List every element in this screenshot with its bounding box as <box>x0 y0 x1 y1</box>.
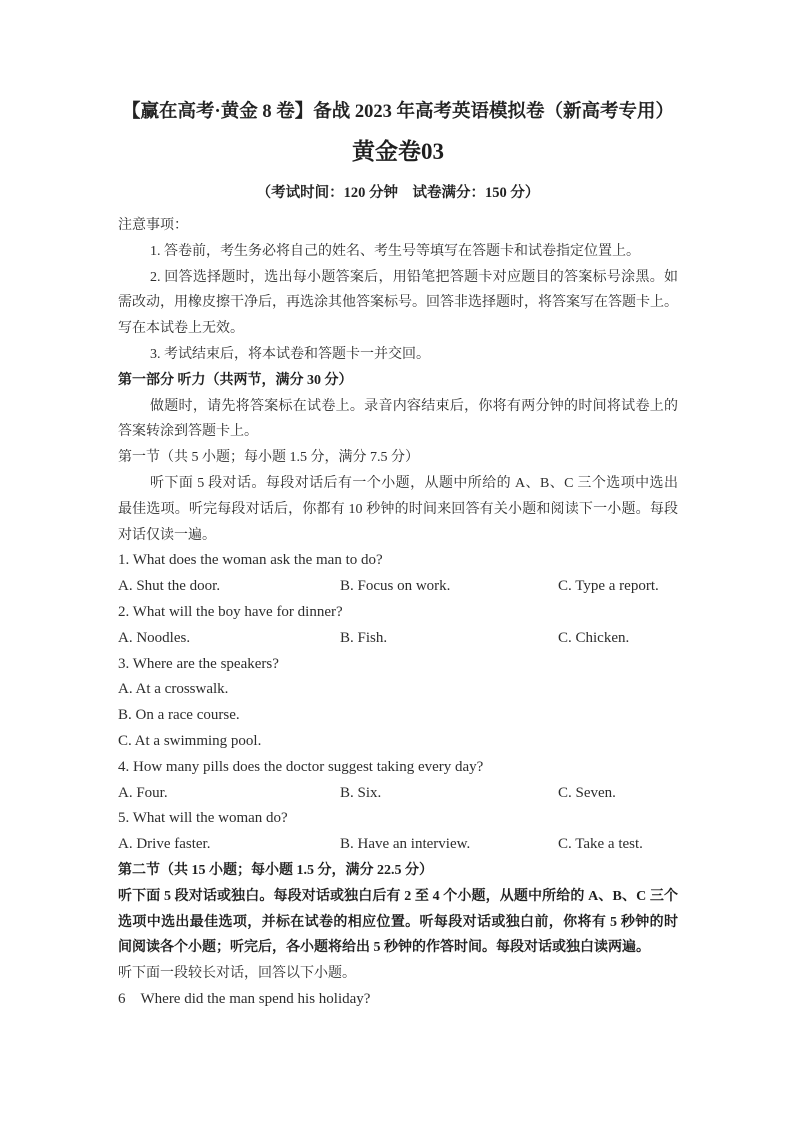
question-5-option-c: C. Take a test. <box>558 836 643 853</box>
section2-dialog-prompt: 听下面一段较长对话，回答以下小题。 <box>118 966 356 982</box>
question-1-option-a: A. Shut the door. <box>118 578 221 595</box>
question-4-options-row <box>118 781 678 807</box>
question-3-option-b: B. On a race course. <box>118 707 240 724</box>
question-5-text: 5. What will the woman do? <box>118 810 288 827</box>
question-1-option-b: B. Focus on work. <box>340 578 451 595</box>
notice-item-1: 1. 答卷前，考生务必将自己的姓名、考生号等填写在答题卡和试卷指定位置上。 <box>150 243 640 259</box>
notice-heading: 注意事项： <box>118 218 188 233</box>
notice-item-2-line-2: 需改动，用橡皮擦干净后，再选涂其他答案标号。回答非选择题时，将答案写在答题卡上。 <box>118 295 678 311</box>
question-1-options-row <box>118 574 678 600</box>
section1-intro-line-2: 最佳选项。听完每段对话后，你都有 10 秒钟的时间来回答有关小题和阅读下一小题。每段 <box>118 501 678 517</box>
page-title: 【赢在高考·黄金 8 卷】备战 2023 年高考英语模拟卷（新高考专用） <box>122 102 674 122</box>
question-1-text: 1. What does the woman ask the man to do? <box>118 552 383 569</box>
part1-heading: 第一部分 听力（共两节，满分 30 分） <box>118 372 353 388</box>
question-3-option-c: C. At a swimming pool. <box>118 732 262 749</box>
paper-subtitle: 黄金卷03 <box>352 139 444 164</box>
question-2-option-c: C. Chicken. <box>558 629 630 646</box>
question-2-options-row <box>118 626 678 652</box>
question-5-option-a: A. Drive faster. <box>118 836 211 853</box>
question-1-option-c: C. Type a report. <box>558 578 659 595</box>
question-5-options-row <box>118 832 678 858</box>
question-2-text: 2. What will the boy have for dinner? <box>118 603 343 620</box>
notice-item-3: 3. 考试结束后，将本试卷和答题卡一并交回。 <box>150 346 430 362</box>
exam-content <box>118 100 678 1013</box>
question-6-text: 6 Where did the man spend his holiday? <box>118 990 371 1007</box>
exam-info-line: （考试时间：120 分钟 试卷满分：150 分） <box>256 185 540 201</box>
question-4-option-a: A. Four. <box>118 784 168 801</box>
section2-intro-line-3: 间阅读各个小题；听完后，各小题将给出 5 秒钟的作答时间。每段对话或独白读两遍。 <box>118 940 650 956</box>
question-3-option-a: A. At a crosswalk. <box>118 681 229 698</box>
notice-item-2-line-3: 写在本试卷上无效。 <box>118 321 244 337</box>
exam-body <box>118 213 678 1013</box>
question-2-option-a: A. Noodles. <box>118 629 191 646</box>
section1-intro-line-1: 听下面 5 段对话。每段对话后有一个小题，从题中所给的 A、B、C 三个选项中选出 <box>150 475 678 491</box>
section1-heading: 第一节（共 5 小题；每小题 1.5 分，满分 7.5 分） <box>118 450 419 466</box>
question-5-option-b: B. Have an interview. <box>340 836 471 853</box>
question-2-option-b: B. Fish. <box>340 629 388 646</box>
section2-intro-line-1: 听下面 5 段对话或独白。每段对话或独白后有 2 至 4 个小题，从题中所给的 A、B、C 三个 <box>118 888 678 904</box>
question-4-text: 4. How many pills does the doctor suggest taking every day? <box>118 758 484 775</box>
part1-intro-line-1: 做题时，请先将答案标在试卷上。录音内容结束后，你将有两分钟的时间将试卷上的 <box>150 398 678 414</box>
notice-item-2-line-1: 2. 回答选择题时，选出每小题答案后，用铅笔把答题卡对应题目的答案标号涂黑。如 <box>150 269 678 285</box>
question-4-option-c: C. Seven. <box>558 784 616 801</box>
section2-heading: 第二节（共 15 小题；每小题 1.5 分，满分 22.5 分） <box>118 862 433 878</box>
question-4-option-b: B. Six. <box>340 784 382 801</box>
section1-intro-line-3: 对话仅读一遍。 <box>118 527 216 543</box>
question-3-text: 3. Where are the speakers? <box>118 655 279 672</box>
part1-intro-line-2: 答案转涂到答题卡上。 <box>118 424 258 440</box>
section2-intro-line-2: 选项中选出最佳选项，并标在试卷的相应位置。听每段对话或独白前，你将有 5 秒钟的时 <box>118 914 678 930</box>
